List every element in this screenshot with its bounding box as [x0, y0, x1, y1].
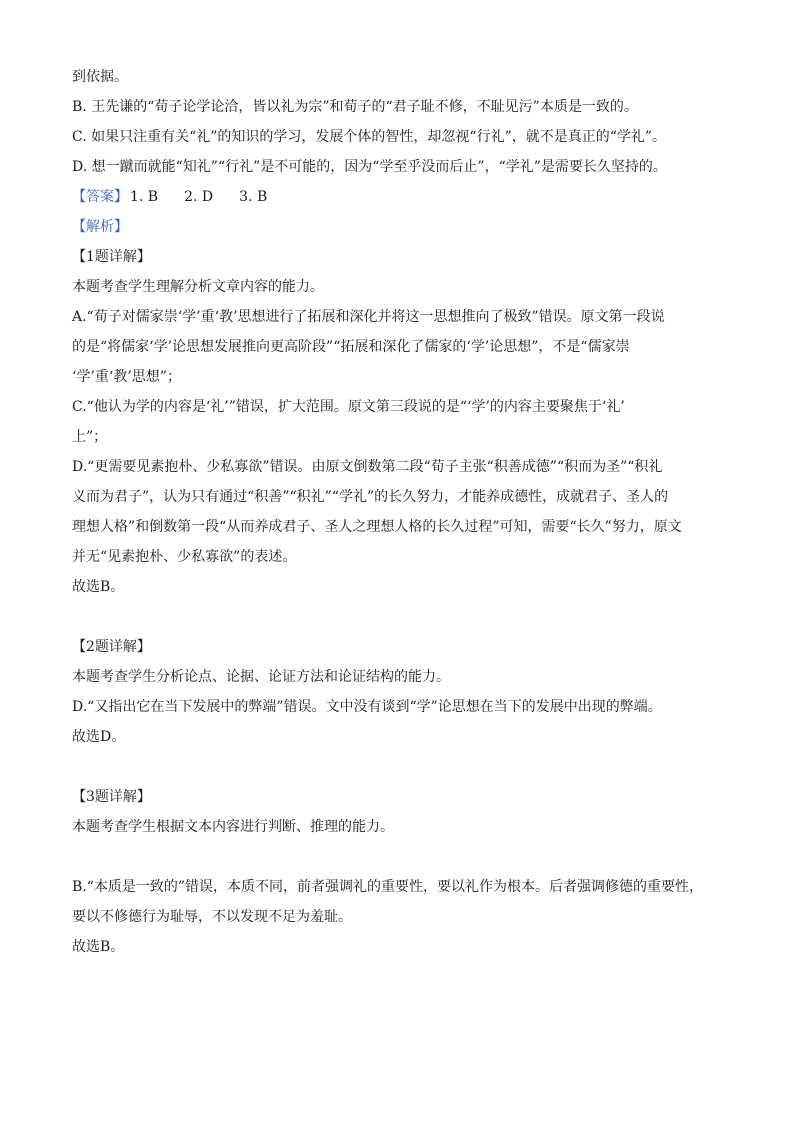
option-a-tail: 到依据。: [72, 69, 128, 85]
q1-d-line-3: 理想人格”和倒数第一段“从而养成君子、圣人之理想人格的长久过程”可知，需要“长久”努力，原文: [72, 519, 682, 535]
option-b: B. 王先谦的“荀子论学论洽，皆以礼为宗”和荀子的“君子耻不修，不耻见污”本质是一致的。: [72, 99, 638, 115]
document-page: [72, 62, 722, 962]
q2-d-line: D.“又指出它在当下发展中的弊端”错误。文中没有谈到“学”论思想在当下的发展中出现的弊端。: [72, 699, 662, 715]
q3-intro: 本题考查学生根据文本内容进行判断、推理的能力。: [72, 819, 394, 835]
q1-d-line-4: 并无“见素抱朴、少私寡欲”的表述。: [72, 549, 297, 565]
q1-d-line-2: 义而为君子”，认为只有通过“积善”“积礼”“学礼”的长久努力，才能养成德性，成就君子、圣人的: [72, 489, 669, 505]
option-d: D. 想一蹴而就能“知礼”“行礼”是不可能的，因为“学至乎没而后止”，“学礼”是需要长久坚持的。: [72, 159, 667, 175]
answer-line: [72, 182, 722, 212]
q2-intro: 本题考查学生分析论点、论据、论证方法和论证结构的能力。: [72, 669, 450, 685]
q1-intro: 本题考查学生理解分析文章内容的能力。: [72, 279, 324, 295]
q3-conclusion: 故选B。: [72, 939, 125, 955]
q1-c-line-1: C.“他认为学的内容是‘礼’”错误，扩大范围。原文第三段说的是“‘学’的内容主要聚焦于‘礼’: [72, 399, 625, 415]
q1-a-line-2: 的是“将儒家‘学’论思想发展推向更高阶段”“拓展和深化了儒家的‘学’论思想”，不是“儒家崇: [72, 339, 630, 355]
q3-b-line-2: 要以不修德行为耻辱，不以发现不足为羞耻。: [72, 909, 352, 925]
q3-b-line-1: B.“本质是一致的”错误，本质不同，前者强调礼的重要性，要以礼作为根本。后者强调修德的重要性，: [72, 879, 704, 895]
q2-heading: 【2题详解】: [72, 639, 151, 655]
q1-a-line-1: A.“荀子对儒家崇‘学’重‘教’思想进行了拓展和深化并将这一思想推向了极致”错误。原文第一段说: [72, 309, 665, 325]
q1-heading: 【1题详解】: [72, 249, 151, 265]
answer-item-2: 2. D: [184, 189, 214, 205]
option-c: C. 如果只注重有关“礼”的知识的学习，发展个体的智性，却忽视“行礼”，就不是真正的“学礼”。: [72, 129, 667, 145]
answer-item-3: 3. B: [239, 189, 268, 205]
q1-conclusion: 故选B。: [72, 579, 125, 595]
answer-label: 【答案】: [72, 189, 128, 205]
q2-conclusion: 故选D。: [72, 729, 126, 745]
q3-heading: 【3题详解】: [72, 789, 151, 805]
analysis-label: 【解析】: [72, 219, 128, 235]
q1-d-line-1: D.“更需要见素抱朴、少私寡欲”错误。由原文倒数第二段“荀子主张“积善成德”“积而为圣”“积礼: [72, 459, 663, 475]
q1-a-line-3: ‘学’重‘教’思想”；: [72, 369, 181, 385]
answer-item-1: 1. B: [130, 189, 159, 205]
q1-c-line-2: 上”；: [72, 429, 108, 445]
